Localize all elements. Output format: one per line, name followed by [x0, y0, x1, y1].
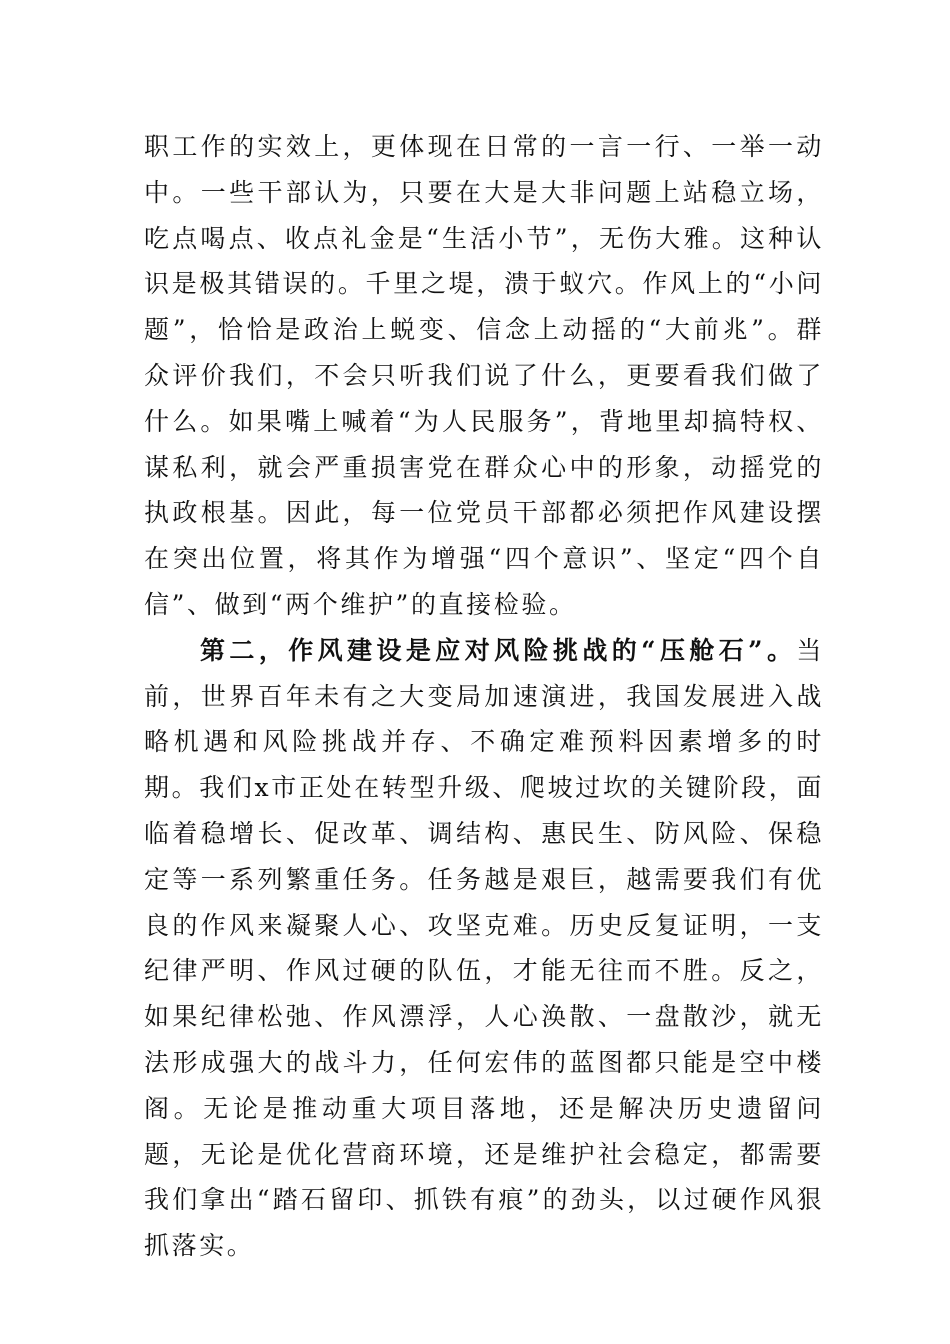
paragraph-text: 当前，世界百年未有之大变局加速演进，我国发展进入战略机遇和风险挑战并存、不确定难预料因素增多的时期。我们x市正处在转型升级、爬坡过坎的关键阶段，面临着稳增长、促改革、调结构、惠民生、防风险、保稳定等一系列繁重任务。任务越是艰巨，越需要我们有优良的作风来凝聚人心、攻坚克难。历史反复证明，一支纪律严明、作风过硬的队伍，才能无往而不胜。反之，如果纪律松弛、作风漂浮，人心涣散、一盘散沙，就无法形成强大的战斗力，任何宏伟的蓝图都只能是空中楼阁。无论是推动重大项目落地，还是解决历史遗留问题，无论是优化营商环境，还是维护社会稳定，都需要我们拿出“踏石留印、抓铁有痕”的劲头，以过硬作风狠抓落实。	[144, 635, 824, 1261]
paragraph-text: 职工作的实效上，更体现在日常的一言一行、一举一动中。一些干部认为，只要在大是大非问题上站稳立场，吃点喝点、收点礼金是“生活小节”，无伤大雅。这种认识是极其错误的。千里之堤，溃于蚁穴。作风上的“小问题”，恰恰是政治上蜕变、信念上动摇的“大前兆”。群众评价我们，不会只听我们说了什么，更要看我们做了什么。如果嘴上喊着“为人民服务”，背地里却搞特权、谋私利，就会严重损害党在群众心中的形象，动摇党的执政根基。因此，每一位党员干部都必须把作风建设摆在突出位置，将其作为增强“四个意识”、坚定“四个自信”、做到“两个维护”的直接检验。	[144, 132, 824, 619]
document-body	[144, 124, 824, 1269]
paragraph-lead-sentence: 第二，作风建设是应对风险挑战的“压舱石”。	[200, 635, 797, 665]
paragraph-continued	[144, 124, 824, 628]
paragraph-second-point	[144, 628, 824, 1269]
